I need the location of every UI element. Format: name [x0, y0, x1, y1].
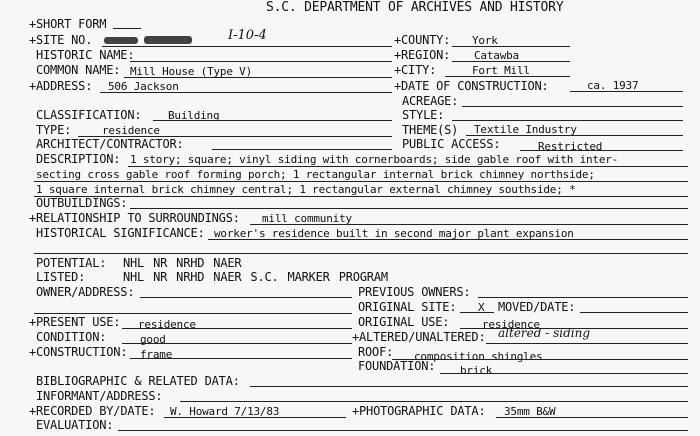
classification-line	[153, 120, 392, 121]
description-rule	[34, 196, 688, 197]
relationship-line	[250, 224, 688, 225]
evaluation-label: EVALUATION:	[36, 418, 114, 432]
foundation-line	[440, 373, 688, 374]
altered-value: altered - siding	[498, 326, 591, 340]
address-value: 506 Jackson	[108, 80, 179, 93]
condition-line	[122, 343, 352, 344]
classification-label: CLASSIFICATION:	[36, 108, 142, 122]
redaction-mark	[104, 37, 138, 44]
public-access-value: Restricted	[538, 140, 603, 153]
description-line-1: 1 story; square; vinyl siding with cornerboards; side gable roof with inter-	[130, 153, 619, 166]
common-name-value: Mill House (Type V)	[130, 65, 253, 78]
architect-line	[212, 149, 392, 150]
historic-name-label: HISTORIC NAME:	[36, 48, 135, 62]
description-label: DESCRIPTION:	[36, 152, 121, 166]
roof-value: composition shingles	[414, 350, 543, 363]
moved-date-line	[580, 312, 688, 313]
region-value: Catawba	[474, 49, 519, 62]
address-label: +ADDRESS:	[29, 79, 93, 93]
classification-value: Building	[168, 109, 220, 122]
date-construction-line	[570, 91, 683, 92]
roof-label: ROOF:	[358, 345, 394, 359]
description-line-2: secting cross gable roof forming porch; 1 rectangular internal brick chimney northside;	[36, 168, 595, 181]
potential-label: POTENTIAL:	[36, 256, 107, 270]
city-label: +CITY:	[394, 63, 437, 77]
altered-line	[486, 343, 688, 344]
region-label: +REGION:	[394, 48, 451, 62]
bibliographic-label: BIBLIOGRAPHIC & RELATED DATA:	[36, 374, 240, 388]
bibliographic-line	[250, 386, 688, 387]
significance-line	[208, 239, 688, 240]
county-label: +COUNTY:	[394, 33, 451, 47]
foundation-value: brick	[460, 364, 493, 377]
type-value: residence	[102, 124, 160, 137]
original-site-mark: X	[478, 301, 485, 314]
foundation-label: FOUNDATION:	[358, 359, 436, 373]
photographic-value: 35mm B&W	[504, 405, 556, 418]
photographic-label: +PHOTOGRAPHIC DATA:	[352, 404, 486, 418]
condition-label: CONDITION:	[36, 330, 107, 344]
style-label: STYLE:	[402, 108, 445, 122]
date-construction-label: +DATE OF CONSTRUCTION:	[394, 79, 549, 93]
common-name-line	[124, 77, 392, 78]
previous-owners-label: PREVIOUS OWNERS:	[358, 285, 471, 299]
altered-label: +ALTERED/UNALTERED:	[352, 330, 486, 344]
present-use-line	[122, 328, 352, 329]
significance-value: worker's residence built in second major plant expansion	[214, 227, 574, 240]
architect-label: ARCHITECT/CONTRACTOR:	[36, 137, 184, 151]
common-name-label: COMMON NAME:	[36, 63, 121, 77]
region-line	[452, 61, 570, 62]
construction-line	[130, 358, 352, 359]
construction-value: frame	[140, 348, 173, 361]
county-value: York	[472, 34, 498, 47]
outbuildings-label: OUTBUILDINGS:	[36, 196, 128, 210]
themes-label: THEME(S)	[402, 123, 459, 137]
significance-label: HISTORICAL SIGNIFICANCE:	[36, 226, 205, 240]
description-line-3: 1 square internal brick chimney central; 1 rectangular external chimney southside; *	[36, 183, 576, 196]
owner-label: OWNER/ADDRESS:	[36, 285, 135, 299]
owner-line-2	[34, 313, 352, 314]
style-line	[452, 120, 683, 121]
short-form-label: +SHORT FORM	[29, 17, 107, 31]
acreage-label: ACREAGE:	[402, 94, 459, 108]
city-line	[445, 76, 570, 77]
themes-line	[466, 135, 683, 136]
previous-owners-line	[478, 297, 688, 298]
present-use-label: +PRESENT USE:	[29, 315, 121, 329]
informant-line	[180, 401, 688, 402]
roof-line	[392, 359, 688, 360]
short-form-line	[113, 28, 141, 29]
present-use-value: residence	[138, 318, 196, 331]
potential-options: NHL NR NRHD NAER	[123, 256, 242, 270]
photographic-line	[496, 417, 688, 418]
city-value: Fort Mill	[472, 64, 530, 77]
condition-value: good	[140, 333, 166, 346]
recorded-by-line	[164, 417, 346, 418]
site-no-value: I-10-4	[228, 28, 267, 43]
relationship-label: +RELATIONSHIP TO SURROUNDINGS:	[29, 211, 240, 225]
themes-value: Textile Industry	[474, 123, 577, 136]
evaluation-line	[118, 430, 688, 431]
listed-label: LISTED:	[36, 270, 86, 284]
acreage-line	[462, 106, 683, 107]
original-site-label: ORIGINAL SITE:	[358, 300, 457, 314]
original-use-label: ORIGINAL USE:	[358, 315, 450, 329]
public-access-label: PUBLIC ACCESS:	[402, 137, 501, 151]
recorded-by-value: W. Howard 7/13/83	[170, 405, 280, 418]
listed-options: NHL NR NRHD NAER S.C. MARKER PROGRAM	[123, 270, 388, 284]
site-no-label: +SITE NO.	[29, 33, 93, 47]
informant-label: INFORMANT/ADDRESS:	[36, 389, 163, 403]
recorded-by-label: +RECORDED BY/DATE:	[29, 404, 156, 418]
description-rule	[34, 181, 688, 182]
section-divider	[34, 253, 688, 254]
page-header: S.C. DEPARTMENT OF ARCHIVES AND HISTORY	[266, 0, 564, 15]
county-line	[452, 46, 570, 47]
historic-name-line	[130, 61, 392, 62]
date-construction-value: ca. 1937	[587, 79, 639, 92]
public-access-line	[520, 150, 683, 151]
type-label: TYPE:	[36, 123, 72, 137]
outbuildings-line	[130, 208, 688, 209]
original-use-value: residence	[482, 318, 540, 331]
construction-label: +CONSTRUCTION:	[29, 345, 128, 359]
original-site-line	[460, 312, 494, 313]
description-rule	[128, 166, 688, 167]
relationship-value: mill community	[262, 212, 352, 225]
address-line	[100, 92, 392, 93]
moved-date-label: MOVED/DATE:	[498, 300, 576, 314]
owner-line	[140, 297, 352, 298]
redaction-mark	[144, 36, 192, 44]
site-no-line	[102, 46, 392, 47]
